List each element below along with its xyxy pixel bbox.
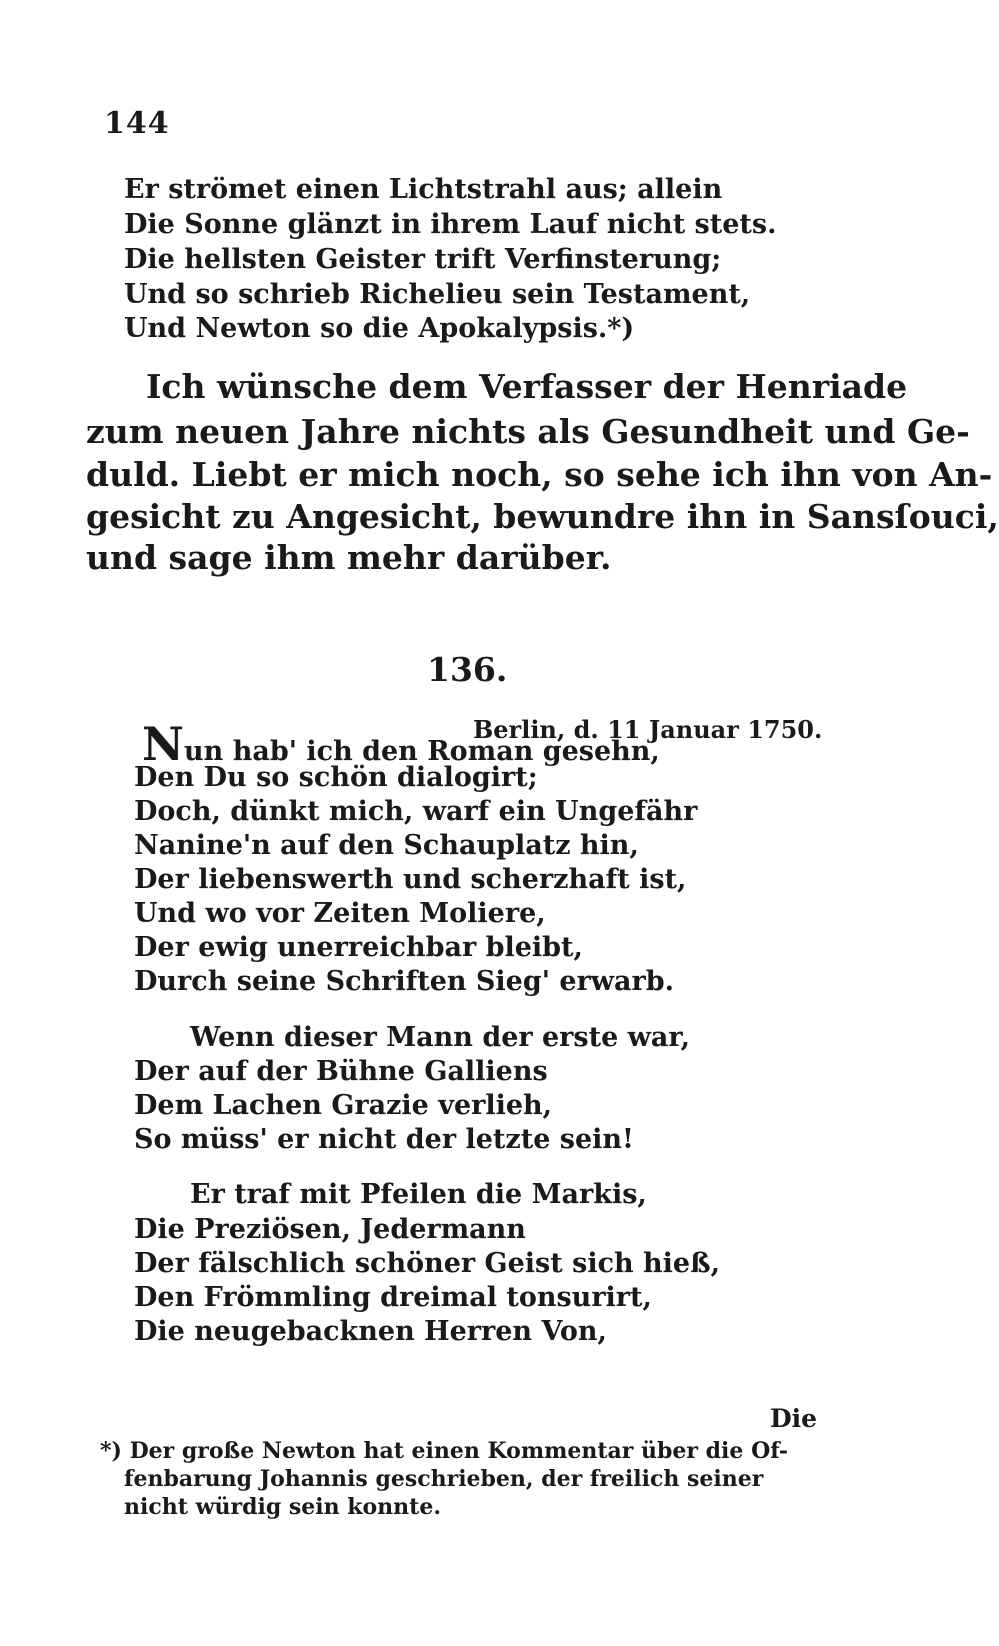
footnote-line: *) Der große Newton hat einen Kommentar über die Of- [100, 1438, 789, 1464]
prose-line: gesicht zu Angesicht, bewundre ihn in Sansſouci, [86, 497, 999, 536]
page-number: 144 [104, 106, 170, 141]
letter-number: 136. [427, 650, 508, 689]
poem-line: Nanine'n auf den Schauplatz hin, [134, 830, 639, 861]
poem-line: Er traf mit Pfeilen die Markis, [190, 1179, 647, 1210]
poem-top-line: Die Sonne glänzt in ihrem Lauf nicht stets. [124, 209, 777, 240]
drop-cap: N [142, 717, 185, 771]
poem-line: Die Preziösen, Jedermann [134, 1214, 526, 1245]
poem-line-first [142, 717, 660, 771]
poem-line: Wenn dieser Mann der erste war, [190, 1022, 691, 1053]
footnote-line: nicht würdig sein konnte. [124, 1494, 441, 1520]
poem-line: Den Du so schön dialogirt; [134, 762, 538, 793]
poem-line: So müss' er nicht der letzte sein! [134, 1124, 634, 1155]
catchword: Die [770, 1404, 818, 1433]
poem-line: Durch seine Schriften Sieg' erwarb. [134, 966, 675, 997]
poem-line: Der fälschlich schöner Geist sich hieß, [134, 1248, 721, 1279]
poem-top-line: Und so schrieb Richelieu sein Testament, [124, 279, 751, 310]
poem-top-line: Die hellsten Geister trift Verfinsterung; [124, 244, 722, 275]
poem-top-line: Und Newton so die Apokalypsis.*) [124, 313, 635, 344]
poem-line: Doch, dünkt mich, warf ein Ungefähr [134, 796, 698, 827]
prose-line: Ich wünsche dem Verfasser der Henriade [146, 367, 908, 406]
poem-line: Dem Lachen Grazie verlieh, [134, 1090, 553, 1121]
poem-top-line: Er strömet einen Lichtstrahl aus; allein [124, 174, 723, 205]
poem-line-first-text: un hab' ich den Roman gesehn, [184, 736, 660, 767]
dateline: Berlin, d. 11 Januar 1750. [473, 715, 823, 744]
prose-line: duld. Liebt er mich noch, so sehe ich ihn von An- [86, 455, 993, 494]
poem-line: Und wo vor Zeiten Moliere, [134, 898, 546, 929]
prose-line: und sage ihm mehr darüber. [86, 538, 612, 577]
poem-line: Der liebenswerth und scherzhaft ist, [134, 864, 687, 895]
prose-line: zum neuen Jahre nichts als Gesundheit und Ge- [86, 412, 970, 451]
poem-line: Der auf der Bühne Galliens [134, 1056, 548, 1087]
poem-line: Den Frömmling dreimal tonsurirt, [134, 1282, 652, 1313]
poem-line: Die neugebacknen Herren Von, [134, 1316, 607, 1347]
footnote-line: fenbarung Johannis geschrieben, der freilich seiner [124, 1466, 764, 1492]
poem-line: Der ewig unerreichbar bleibt, [134, 932, 583, 963]
